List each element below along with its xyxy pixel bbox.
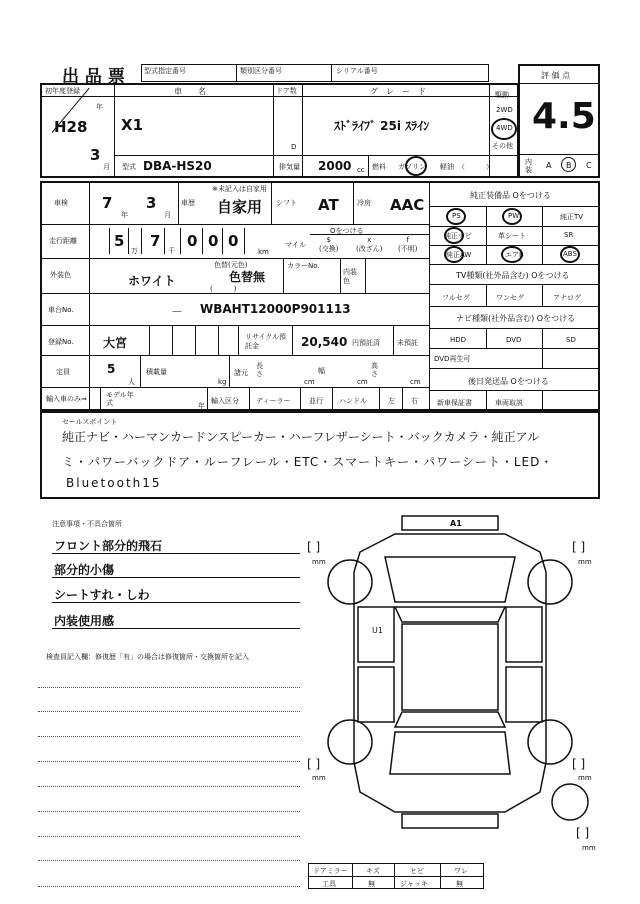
mm-rr: mm bbox=[578, 774, 592, 782]
mileage-d2: 7 bbox=[150, 232, 161, 250]
interior-color-label: 内装色 bbox=[343, 268, 357, 285]
note-1: フロント部分的飛石 bbox=[54, 539, 163, 553]
handle-label: ハンドル bbox=[339, 397, 367, 405]
recycle-amount: 20,540 bbox=[301, 335, 348, 349]
sales-point-line-1: 純正ナビ・ハーマンカードンスピーカー・ハーフレザーシート・バックカメラ・純正アル bbox=[62, 430, 540, 444]
length-cm: cm bbox=[304, 378, 315, 386]
equip-aw: 純正AW bbox=[446, 251, 472, 259]
light-oil-label: 軽油 bbox=[440, 163, 454, 171]
model-year-label: モデル年式 bbox=[106, 391, 134, 407]
recycle-unpaid: 未預託 bbox=[397, 339, 418, 347]
fuel-gasoline: ガソリン bbox=[398, 163, 426, 171]
grade: ｽﾄﾞﾗｲﾌﾞ 25i ｽﾗｲﾝ bbox=[334, 119, 430, 133]
aircon: AAC bbox=[390, 196, 425, 214]
equipment-title: 純正装備品 Oをつける bbox=[470, 191, 551, 200]
sales-point-label: セールスポイント bbox=[62, 418, 118, 426]
repaint: 色替無 bbox=[229, 270, 266, 284]
capacity-label: 定員 bbox=[56, 368, 70, 376]
shaken-nen: 年 bbox=[121, 211, 128, 219]
exterior: ホワイト bbox=[128, 274, 176, 288]
mileage-d5: 0 bbox=[228, 232, 239, 250]
tv-fullseg: フルセグ bbox=[442, 294, 470, 302]
cc-unit: cc bbox=[357, 166, 365, 174]
equip-ps: PS bbox=[452, 212, 461, 220]
later-warranty: 新車保証書 bbox=[437, 399, 472, 407]
navi-hdd: HDD bbox=[450, 336, 467, 344]
tsuki-mark: 月 bbox=[103, 163, 110, 171]
history: 自家用 bbox=[217, 198, 263, 216]
exterior-label: 外装色 bbox=[50, 271, 71, 279]
naiso-a: A bbox=[546, 161, 552, 170]
mm-fl: mm bbox=[312, 558, 326, 566]
meter-circle-note: Oをつける bbox=[330, 227, 364, 235]
fuel-circle bbox=[405, 156, 427, 176]
equip-aw-circle bbox=[444, 246, 464, 263]
naiso-b-circle bbox=[561, 157, 576, 172]
reg-label: 登録No. bbox=[48, 338, 74, 346]
bt-h1: ドアミラー bbox=[313, 867, 348, 875]
nen-mark: 年 bbox=[96, 103, 103, 111]
mileage-label: 走行距離 bbox=[49, 237, 77, 245]
load-kg: kg bbox=[218, 378, 227, 386]
u1-mark: U1 bbox=[372, 626, 383, 635]
repaint-label: 色替(元色) bbox=[214, 261, 248, 269]
shaken-label: 車検 bbox=[54, 199, 68, 207]
import-label: 輸入車のみ⇒ bbox=[46, 395, 87, 403]
chassis: WBAHT12000P901113 bbox=[200, 302, 351, 316]
sales-point-line-2: ミ・パワーバックドア・ルーフレール・ETC・スマートキー・パワーシート・LED・ bbox=[62, 455, 554, 469]
equip-navi: 純正ナビ bbox=[444, 232, 472, 240]
height-cm: cm bbox=[410, 378, 421, 386]
shaken-month: 3 bbox=[146, 194, 157, 212]
dvd-label: DVD再生可 bbox=[434, 355, 471, 363]
door-mark: D bbox=[291, 143, 297, 151]
equip-navi-circle bbox=[444, 227, 464, 244]
mileage-d3: 0 bbox=[187, 232, 198, 250]
dims-label: 諸元 bbox=[234, 369, 248, 377]
bt-h2: キズ bbox=[366, 867, 380, 875]
capacity: 5 bbox=[107, 362, 116, 376]
drive-other: その他 bbox=[492, 142, 513, 150]
load-label: 積載量 bbox=[146, 368, 167, 376]
mileage-sen: 千 bbox=[168, 247, 175, 255]
a1-mark: A1 bbox=[450, 519, 462, 528]
bracket-rr: [ ] bbox=[572, 757, 586, 771]
note-3: シートすれ・しわ bbox=[54, 588, 150, 602]
tv-title: TV種類(社外品含む) Oをつける bbox=[456, 271, 570, 280]
recycle-status: 円預託済 bbox=[352, 339, 380, 347]
hyoka-label: 評 価 点 bbox=[541, 71, 571, 80]
naiso-c: C bbox=[586, 161, 592, 170]
handle-right: 右 bbox=[411, 397, 418, 405]
ruibetsu-label: 類別区分番号 bbox=[240, 67, 282, 75]
bracket-rl: [ ] bbox=[307, 757, 321, 771]
bracket-fr: [ ] bbox=[572, 540, 586, 554]
first-reg-month: 3 bbox=[90, 146, 101, 164]
drive-4wd: 4WD bbox=[496, 124, 513, 132]
mm-fr: mm bbox=[578, 558, 592, 566]
navi-title: ナビ種類(社外品含む) Oをつける bbox=[456, 314, 576, 323]
equip-leather: 革シート bbox=[498, 232, 526, 240]
meter-opt-2: x (改ざん) bbox=[356, 236, 383, 253]
bt-v1: 工具 bbox=[322, 880, 336, 888]
inspector-label: 検査員記入欄：修復歴「有」の場合は修復箇所・交換箇所を記入 bbox=[46, 653, 249, 661]
history-note: ※未記入は自家用 bbox=[212, 185, 267, 193]
katashiki-label: 型式指定番号 bbox=[144, 67, 186, 75]
drive-4wd-circle bbox=[491, 118, 517, 140]
height-label: 高さ bbox=[371, 362, 378, 378]
navi-sd: SD bbox=[566, 336, 576, 344]
car-name-label: 車 名 bbox=[174, 87, 206, 96]
bt-h3: ヒビ bbox=[410, 867, 424, 875]
navi-dvd: DVD bbox=[506, 336, 522, 344]
model: DBA-HS20 bbox=[143, 159, 212, 173]
mileage-d4: 0 bbox=[208, 232, 219, 250]
drive-2wd: 2WD bbox=[496, 106, 513, 114]
meter-opt-3: f (不明) bbox=[398, 236, 418, 253]
equip-pw: PW bbox=[508, 212, 520, 220]
notes-label: 注意事項・不具合箇所 bbox=[52, 520, 122, 528]
capacity-nin: 人 bbox=[128, 378, 135, 386]
tv-oneseg: ワンセグ bbox=[496, 294, 524, 302]
doors-label: ドア数 bbox=[276, 87, 297, 95]
fuel-paren: （ ） bbox=[458, 163, 493, 171]
car-name: X1 bbox=[121, 116, 144, 134]
shaken-year: 7 bbox=[102, 194, 113, 212]
note-2: 部分的小傷 bbox=[54, 563, 115, 577]
equip-sr: SR bbox=[564, 231, 574, 239]
mile-label: マイル bbox=[285, 241, 306, 249]
grade-label: グ レ ー ド bbox=[370, 87, 426, 96]
tv-analog: アナログ bbox=[553, 294, 581, 302]
equip-abs-circle bbox=[560, 246, 580, 263]
bt-h4: ワレ bbox=[454, 867, 468, 875]
bt-v3: ジャッキ bbox=[400, 880, 428, 888]
score: 4.5 bbox=[532, 96, 596, 137]
shaken-history-label: 車歴 bbox=[181, 199, 195, 207]
equip-airbag: エアB bbox=[505, 251, 524, 259]
equip-airbag-circle bbox=[501, 246, 523, 263]
mileage-km: km bbox=[258, 248, 269, 256]
bracket-fl: [ ] bbox=[307, 540, 321, 554]
reg: 大宮 bbox=[103, 336, 128, 350]
bracket-spare: [ ] bbox=[576, 826, 590, 840]
shift: AT bbox=[318, 196, 339, 214]
meter-opt-1: $ (交換) bbox=[319, 236, 339, 253]
first-reg-year: H28 bbox=[54, 118, 88, 136]
fuel-label: 燃料 bbox=[372, 163, 386, 171]
sheet-title: 出 品 票 bbox=[62, 67, 125, 87]
mileage-man: 万 bbox=[131, 247, 138, 255]
mileage-d1: 5 bbox=[114, 232, 125, 250]
displacement: 2000 bbox=[318, 159, 352, 173]
drive-label: 駆動 bbox=[495, 91, 509, 99]
repaint-paren: ( ) bbox=[210, 285, 237, 293]
car-diagram bbox=[300, 512, 600, 842]
width-cm: cm bbox=[357, 378, 368, 386]
color-no-label: カラーNo. bbox=[287, 262, 320, 270]
import-div-label: 輸入区分 bbox=[211, 397, 239, 405]
serial-label: シリアル番号 bbox=[336, 67, 378, 75]
chassis-label: 車台No. bbox=[48, 306, 74, 314]
chassis-dash: － bbox=[171, 305, 184, 319]
later-manual: 車両取説 bbox=[495, 399, 523, 407]
naiso-b: B bbox=[566, 161, 572, 170]
bt-v2: 無 bbox=[368, 880, 375, 888]
equip-ps-circle bbox=[446, 208, 466, 225]
width-label: 幅 bbox=[318, 367, 325, 375]
model-year-nen: 年 bbox=[198, 402, 205, 410]
recycle-label: リサイクル預託金 bbox=[245, 333, 287, 350]
aircon-label: 冷房 bbox=[357, 199, 371, 207]
displacement-label: 排気量 bbox=[279, 163, 300, 171]
mm-rl: mm bbox=[312, 774, 326, 782]
later-title: 後日発送品 Oをつける bbox=[468, 377, 549, 386]
equip-tv: 純正TV bbox=[560, 213, 584, 221]
first-reg-label: 初年度登録 bbox=[45, 87, 80, 95]
equip-pw-circle bbox=[502, 208, 522, 225]
mm-spare: mm bbox=[582, 844, 596, 852]
shift-label: シフト bbox=[276, 199, 297, 207]
bt-v4: 無 bbox=[456, 880, 463, 888]
dealer-option: ディーラー bbox=[256, 397, 291, 405]
model-label: 型式 bbox=[122, 163, 136, 171]
handle-left: 左 bbox=[388, 397, 395, 405]
equip-abs: ABS bbox=[563, 250, 577, 258]
note-4: 内装使用感 bbox=[54, 614, 115, 628]
parallel-option: 並行 bbox=[309, 397, 323, 405]
length-label: 長さ bbox=[256, 362, 263, 378]
sales-point-line-3: Bluetooth15 bbox=[66, 476, 162, 490]
naiso-label: 内装 bbox=[525, 158, 532, 174]
shaken-tsuki: 月 bbox=[164, 211, 171, 219]
